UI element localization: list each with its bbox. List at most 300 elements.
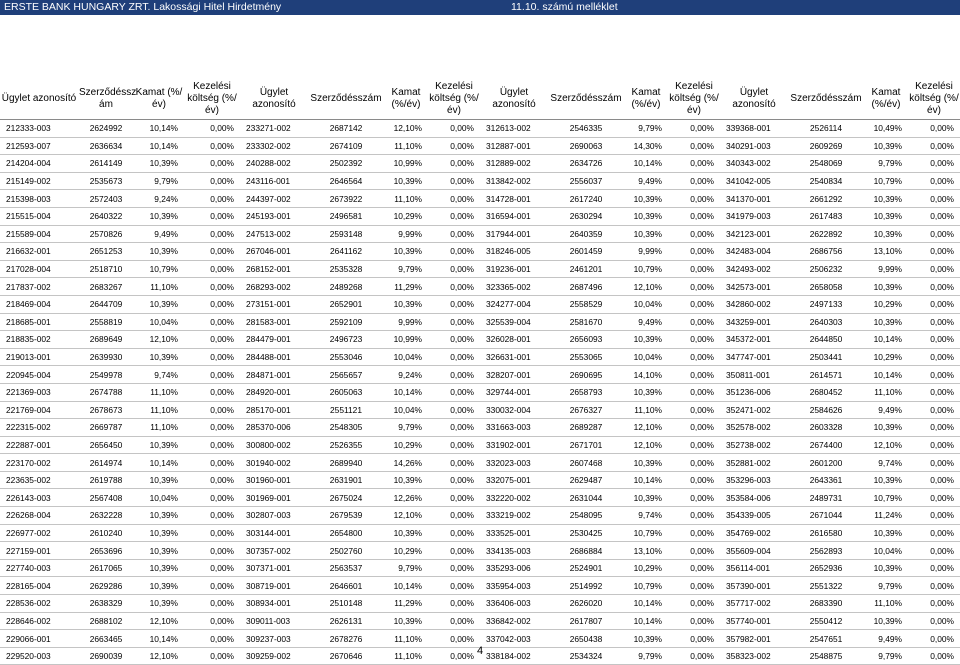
rate-table bbox=[480, 79, 720, 665]
contract-number-cell: 2524901 bbox=[548, 559, 624, 577]
interest-rate-cell: 9,99% bbox=[384, 313, 428, 331]
transaction-id-cell: 354769-002 bbox=[720, 524, 788, 542]
interest-rate-cell: 10,39% bbox=[624, 383, 668, 401]
table-row bbox=[240, 542, 480, 560]
interest-rate-cell: 9,49% bbox=[624, 172, 668, 190]
interest-rate-cell: 9,24% bbox=[134, 190, 184, 208]
interest-rate-cell: 9,79% bbox=[864, 647, 908, 665]
transaction-id-cell: 215149-002 bbox=[0, 172, 78, 190]
contract-number-cell: 2614149 bbox=[78, 155, 134, 173]
interest-rate-cell: 10,29% bbox=[624, 559, 668, 577]
interest-rate-cell: 10,39% bbox=[134, 348, 184, 366]
table-row bbox=[240, 190, 480, 208]
table-row bbox=[480, 120, 720, 138]
contract-number-cell: 2551322 bbox=[788, 577, 864, 595]
table-row bbox=[0, 612, 240, 630]
interest-rate-cell: 10,14% bbox=[624, 612, 668, 630]
table-row bbox=[720, 454, 960, 472]
table-row bbox=[720, 489, 960, 507]
handling-fee-cell: 0,00% bbox=[184, 243, 240, 261]
table-row bbox=[240, 595, 480, 613]
handling-fee-cell: 0,00% bbox=[428, 190, 480, 208]
interest-rate-cell: 9,79% bbox=[384, 260, 428, 278]
table-row bbox=[240, 454, 480, 472]
transaction-id-cell: 332075-001 bbox=[480, 471, 548, 489]
interest-rate-cell: 12,10% bbox=[134, 612, 184, 630]
interest-rate-cell: 10,39% bbox=[134, 243, 184, 261]
table-row bbox=[240, 401, 480, 419]
handling-fee-cell: 0,00% bbox=[668, 331, 720, 349]
transaction-id-cell: 284488-001 bbox=[240, 348, 308, 366]
contract-number-cell: 2689940 bbox=[308, 454, 384, 472]
handling-fee-cell: 0,00% bbox=[184, 331, 240, 349]
document-header-bar bbox=[0, 0, 960, 15]
contract-number-cell: 2489731 bbox=[788, 489, 864, 507]
handling-fee-cell: 0,00% bbox=[668, 243, 720, 261]
table-row bbox=[480, 295, 720, 313]
table-row bbox=[480, 366, 720, 384]
table-row bbox=[240, 260, 480, 278]
header-cell: Kezelési költség (%/év) bbox=[184, 79, 240, 120]
table-row bbox=[0, 348, 240, 366]
handling-fee-cell: 0,00% bbox=[908, 559, 960, 577]
transaction-id-cell: 341979-003 bbox=[720, 207, 788, 225]
interest-rate-cell: 10,39% bbox=[134, 524, 184, 542]
interest-rate-cell: 10,99% bbox=[384, 331, 428, 349]
interest-rate-cell: 10,14% bbox=[624, 155, 668, 173]
interest-rate-cell: 10,14% bbox=[134, 137, 184, 155]
contract-number-cell: 2514992 bbox=[548, 577, 624, 595]
interest-rate-cell: 10,39% bbox=[864, 278, 908, 296]
table-header-row bbox=[240, 79, 480, 120]
table-row bbox=[240, 348, 480, 366]
contract-number-cell: 2496723 bbox=[308, 331, 384, 349]
transaction-id-cell: 217028-004 bbox=[0, 260, 78, 278]
contract-number-cell: 2690695 bbox=[548, 366, 624, 384]
interest-rate-cell: 10,39% bbox=[134, 295, 184, 313]
header-cell: Kezelési költség (%/év) bbox=[908, 79, 960, 120]
contract-number-cell: 2535328 bbox=[308, 260, 384, 278]
table-group-2 bbox=[240, 79, 480, 665]
table-row bbox=[480, 419, 720, 437]
handling-fee-cell: 0,00% bbox=[668, 436, 720, 454]
table-row bbox=[0, 278, 240, 296]
transaction-id-cell: 330032-004 bbox=[480, 401, 548, 419]
handling-fee-cell: 0,00% bbox=[428, 419, 480, 437]
contract-number-cell: 2686884 bbox=[548, 542, 624, 560]
transaction-id-cell: 342123-001 bbox=[720, 225, 788, 243]
table-row bbox=[0, 454, 240, 472]
transaction-id-cell: 313842-002 bbox=[480, 172, 548, 190]
contract-number-cell: 2673922 bbox=[308, 190, 384, 208]
contract-number-cell: 2535673 bbox=[78, 172, 134, 190]
handling-fee-cell: 0,00% bbox=[184, 454, 240, 472]
interest-rate-cell: 10,39% bbox=[864, 190, 908, 208]
interest-rate-cell: 10,14% bbox=[864, 331, 908, 349]
table-row bbox=[480, 489, 720, 507]
table-body bbox=[480, 120, 720, 665]
interest-rate-cell: 9,74% bbox=[864, 454, 908, 472]
transaction-id-cell: 226143-003 bbox=[0, 489, 78, 507]
interest-rate-cell: 10,29% bbox=[384, 436, 428, 454]
rate-table bbox=[720, 79, 960, 665]
transaction-id-cell: 325539-004 bbox=[480, 313, 548, 331]
contract-number-cell: 2603328 bbox=[788, 419, 864, 437]
handling-fee-cell: 0,00% bbox=[184, 348, 240, 366]
transaction-id-cell: 331902-001 bbox=[480, 436, 548, 454]
handling-fee-cell: 0,00% bbox=[428, 260, 480, 278]
handling-fee-cell: 0,00% bbox=[668, 225, 720, 243]
transaction-id-cell: 324277-004 bbox=[480, 295, 548, 313]
handling-fee-cell: 0,00% bbox=[184, 295, 240, 313]
interest-rate-cell: 11,10% bbox=[384, 630, 428, 648]
transaction-id-cell: 337042-003 bbox=[480, 630, 548, 648]
contract-number-cell: 2661292 bbox=[788, 190, 864, 208]
table-row bbox=[720, 278, 960, 296]
transaction-id-cell: 336842-002 bbox=[480, 612, 548, 630]
table-row bbox=[240, 419, 480, 437]
handling-fee-cell: 0,00% bbox=[428, 295, 480, 313]
table-row bbox=[240, 524, 480, 542]
interest-rate-cell: 11,10% bbox=[384, 190, 428, 208]
contract-number-cell: 2616580 bbox=[788, 524, 864, 542]
handling-fee-cell: 0,00% bbox=[184, 577, 240, 595]
transaction-id-cell: 285170-001 bbox=[240, 401, 308, 419]
handling-fee-cell: 0,00% bbox=[184, 630, 240, 648]
interest-rate-cell: 10,04% bbox=[134, 489, 184, 507]
handling-fee-cell: 0,00% bbox=[428, 278, 480, 296]
contract-number-cell: 2671044 bbox=[788, 507, 864, 525]
contract-number-cell: 2663465 bbox=[78, 630, 134, 648]
table-row bbox=[720, 190, 960, 208]
table-row bbox=[480, 331, 720, 349]
handling-fee-cell: 0,00% bbox=[908, 524, 960, 542]
contract-number-cell: 2640303 bbox=[788, 313, 864, 331]
table-row bbox=[720, 436, 960, 454]
contract-number-cell: 2641162 bbox=[308, 243, 384, 261]
transaction-id-cell: 309237-003 bbox=[240, 630, 308, 648]
contract-number-cell: 2626020 bbox=[548, 595, 624, 613]
table-row bbox=[240, 207, 480, 225]
transaction-id-cell: 214204-004 bbox=[0, 155, 78, 173]
contract-number-cell: 2674788 bbox=[78, 383, 134, 401]
table-row bbox=[480, 155, 720, 173]
contract-number-cell: 2563537 bbox=[308, 559, 384, 577]
contract-number-cell: 2644709 bbox=[78, 295, 134, 313]
contract-number-cell: 2489268 bbox=[308, 278, 384, 296]
interest-rate-cell: 9,24% bbox=[384, 366, 428, 384]
contract-number-cell: 2629286 bbox=[78, 577, 134, 595]
table-group-3 bbox=[480, 79, 720, 665]
interest-rate-cell: 10,04% bbox=[384, 401, 428, 419]
interest-rate-cell: 10,14% bbox=[134, 630, 184, 648]
contract-number-cell: 2548305 bbox=[308, 419, 384, 437]
handling-fee-cell: 0,00% bbox=[428, 225, 480, 243]
contract-number-cell: 2562893 bbox=[788, 542, 864, 560]
table-row bbox=[480, 137, 720, 155]
handling-fee-cell: 0,00% bbox=[668, 559, 720, 577]
transaction-id-cell: 352578-002 bbox=[720, 419, 788, 437]
contract-number-cell: 2461201 bbox=[548, 260, 624, 278]
handling-fee-cell: 0,00% bbox=[184, 137, 240, 155]
handling-fee-cell: 0,00% bbox=[428, 137, 480, 155]
contract-number-cell: 2640322 bbox=[78, 207, 134, 225]
handling-fee-cell: 0,00% bbox=[668, 348, 720, 366]
interest-rate-cell: 11,10% bbox=[384, 647, 428, 665]
contract-number-cell: 2617065 bbox=[78, 559, 134, 577]
contract-number-cell: 2572403 bbox=[78, 190, 134, 208]
contract-number-cell: 2548069 bbox=[788, 155, 864, 173]
contract-number-cell: 2626131 bbox=[308, 612, 384, 630]
handling-fee-cell: 0,00% bbox=[428, 612, 480, 630]
table-row bbox=[0, 207, 240, 225]
contract-number-cell: 2551121 bbox=[308, 401, 384, 419]
transaction-id-cell: 233302-002 bbox=[240, 137, 308, 155]
table-row bbox=[0, 542, 240, 560]
contract-number-cell: 2601200 bbox=[788, 454, 864, 472]
contract-number-cell: 2617240 bbox=[548, 190, 624, 208]
header-cell: Kamat (%/év) bbox=[134, 79, 184, 120]
transaction-id-cell: 303144-001 bbox=[240, 524, 308, 542]
table-row bbox=[720, 348, 960, 366]
handling-fee-cell: 0,00% bbox=[184, 471, 240, 489]
transaction-id-cell: 333525-001 bbox=[480, 524, 548, 542]
transaction-id-cell: 357717-002 bbox=[720, 595, 788, 613]
transaction-id-cell: 221769-004 bbox=[0, 401, 78, 419]
interest-rate-cell: 10,39% bbox=[134, 542, 184, 560]
handling-fee-cell: 0,00% bbox=[908, 647, 960, 665]
header-cell: Szerződéssz ám bbox=[78, 79, 134, 120]
contract-number-cell: 2497133 bbox=[788, 295, 864, 313]
interest-rate-cell: 10,39% bbox=[134, 507, 184, 525]
handling-fee-cell: 0,00% bbox=[908, 207, 960, 225]
table-row bbox=[480, 524, 720, 542]
contract-number-cell: 2548875 bbox=[788, 647, 864, 665]
interest-rate-cell: 10,39% bbox=[624, 454, 668, 472]
contract-number-cell: 2534324 bbox=[548, 647, 624, 665]
handling-fee-cell: 0,00% bbox=[908, 401, 960, 419]
transaction-id-cell: 226268-004 bbox=[0, 507, 78, 525]
handling-fee-cell: 0,00% bbox=[428, 454, 480, 472]
interest-rate-cell: 10,39% bbox=[384, 172, 428, 190]
handling-fee-cell: 0,00% bbox=[668, 595, 720, 613]
transaction-id-cell: 215515-004 bbox=[0, 207, 78, 225]
interest-rate-cell: 11,10% bbox=[384, 137, 428, 155]
transaction-id-cell: 309259-002 bbox=[240, 647, 308, 665]
interest-rate-cell: 11,10% bbox=[864, 383, 908, 401]
table-row bbox=[0, 313, 240, 331]
interest-rate-cell: 11,10% bbox=[134, 383, 184, 401]
handling-fee-cell: 0,00% bbox=[184, 401, 240, 419]
table-row bbox=[480, 436, 720, 454]
table-row bbox=[240, 278, 480, 296]
handling-fee-cell: 0,00% bbox=[908, 260, 960, 278]
interest-rate-cell: 10,04% bbox=[864, 542, 908, 560]
handling-fee-cell: 0,00% bbox=[908, 243, 960, 261]
transaction-id-cell: 355609-004 bbox=[720, 542, 788, 560]
handling-fee-cell: 0,00% bbox=[428, 542, 480, 560]
interest-rate-cell: 10,79% bbox=[624, 260, 668, 278]
transaction-id-cell: 356114-001 bbox=[720, 559, 788, 577]
transaction-id-cell: 284920-001 bbox=[240, 383, 308, 401]
interest-rate-cell: 9,99% bbox=[624, 243, 668, 261]
contract-number-cell: 2646564 bbox=[308, 172, 384, 190]
handling-fee-cell: 0,00% bbox=[908, 137, 960, 155]
contract-number-cell: 2622892 bbox=[788, 225, 864, 243]
table-row bbox=[240, 577, 480, 595]
transaction-id-cell: 333219-002 bbox=[480, 507, 548, 525]
contract-number-cell: 2658793 bbox=[548, 383, 624, 401]
table-row bbox=[480, 595, 720, 613]
interest-rate-cell: 10,04% bbox=[134, 313, 184, 331]
interest-rate-cell: 10,14% bbox=[134, 454, 184, 472]
handling-fee-cell: 0,00% bbox=[668, 507, 720, 525]
contract-number-cell: 2584626 bbox=[788, 401, 864, 419]
table-row bbox=[0, 120, 240, 138]
handling-fee-cell: 0,00% bbox=[668, 295, 720, 313]
header-cell: Kamat (%/év) bbox=[624, 79, 668, 120]
table-row bbox=[240, 331, 480, 349]
transaction-id-cell: 334135-003 bbox=[480, 542, 548, 560]
transaction-id-cell: 218685-001 bbox=[0, 313, 78, 331]
contract-number-cell: 2671701 bbox=[548, 436, 624, 454]
interest-rate-cell: 10,99% bbox=[384, 155, 428, 173]
interest-rate-cell: 10,14% bbox=[624, 595, 668, 613]
transaction-id-cell: 352881-002 bbox=[720, 454, 788, 472]
header-cell: Kamat (%/év) bbox=[384, 79, 428, 120]
interest-rate-cell: 10,39% bbox=[134, 577, 184, 595]
transaction-id-cell: 301960-001 bbox=[240, 471, 308, 489]
transaction-id-cell: 357740-001 bbox=[720, 612, 788, 630]
table-row bbox=[720, 612, 960, 630]
table-row bbox=[480, 454, 720, 472]
table-row bbox=[0, 595, 240, 613]
transaction-id-cell: 308934-001 bbox=[240, 595, 308, 613]
interest-rate-cell: 10,49% bbox=[864, 120, 908, 138]
transaction-id-cell: 281583-001 bbox=[240, 313, 308, 331]
header-cell: Szerződésszám bbox=[308, 79, 384, 120]
interest-rate-cell: 10,39% bbox=[864, 313, 908, 331]
interest-rate-cell: 14,26% bbox=[384, 454, 428, 472]
contract-number-cell: 2610240 bbox=[78, 524, 134, 542]
interest-rate-cell: 10,29% bbox=[384, 207, 428, 225]
handling-fee-cell: 0,00% bbox=[184, 313, 240, 331]
transaction-id-cell: 345372-001 bbox=[720, 331, 788, 349]
handling-fee-cell: 0,00% bbox=[908, 383, 960, 401]
interest-rate-cell: 10,39% bbox=[624, 190, 668, 208]
interest-rate-cell: 9,74% bbox=[624, 507, 668, 525]
handling-fee-cell: 0,00% bbox=[428, 383, 480, 401]
interest-rate-cell: 10,39% bbox=[864, 471, 908, 489]
interest-rate-cell: 10,39% bbox=[864, 612, 908, 630]
handling-fee-cell: 0,00% bbox=[428, 366, 480, 384]
contract-number-cell: 2651253 bbox=[78, 243, 134, 261]
transaction-id-cell: 309011-003 bbox=[240, 612, 308, 630]
transaction-id-cell: 342573-001 bbox=[720, 278, 788, 296]
contract-number-cell: 2581670 bbox=[548, 313, 624, 331]
handling-fee-cell: 0,00% bbox=[184, 436, 240, 454]
transaction-id-cell: 332220-002 bbox=[480, 489, 548, 507]
transaction-id-cell: 340291-003 bbox=[720, 137, 788, 155]
transaction-id-cell: 312887-001 bbox=[480, 137, 548, 155]
table-row bbox=[240, 172, 480, 190]
transaction-id-cell: 215589-004 bbox=[0, 225, 78, 243]
page-number: 4 bbox=[476, 645, 484, 657]
handling-fee-cell: 0,00% bbox=[184, 225, 240, 243]
handling-fee-cell: 0,00% bbox=[668, 577, 720, 595]
table-group-4 bbox=[720, 79, 960, 665]
interest-rate-cell: 10,39% bbox=[624, 225, 668, 243]
transaction-id-cell: 347747-001 bbox=[720, 348, 788, 366]
handling-fee-cell: 0,00% bbox=[184, 612, 240, 630]
handling-fee-cell: 0,00% bbox=[908, 120, 960, 138]
transaction-id-cell: 220945-004 bbox=[0, 366, 78, 384]
table-row bbox=[720, 207, 960, 225]
handling-fee-cell: 0,00% bbox=[184, 260, 240, 278]
handling-fee-cell: 0,00% bbox=[184, 507, 240, 525]
contract-number-cell: 2592109 bbox=[308, 313, 384, 331]
handling-fee-cell: 0,00% bbox=[668, 612, 720, 630]
handling-fee-cell: 0,00% bbox=[428, 595, 480, 613]
rate-table bbox=[240, 79, 480, 665]
table-row bbox=[480, 401, 720, 419]
header-cell: Kezelési költség (%/év) bbox=[428, 79, 480, 120]
contract-number-cell: 2565657 bbox=[308, 366, 384, 384]
transaction-id-cell: 336406-003 bbox=[480, 595, 548, 613]
handling-fee-cell: 0,00% bbox=[908, 331, 960, 349]
table-row bbox=[0, 489, 240, 507]
table-row bbox=[240, 366, 480, 384]
interest-rate-cell: 12,10% bbox=[384, 507, 428, 525]
transaction-id-cell: 273151-001 bbox=[240, 295, 308, 313]
transaction-id-cell: 222315-002 bbox=[0, 419, 78, 437]
interest-rate-cell: 10,39% bbox=[134, 436, 184, 454]
contract-number-cell: 2550412 bbox=[788, 612, 864, 630]
table-row bbox=[240, 489, 480, 507]
table-row bbox=[480, 577, 720, 595]
transaction-id-cell: 329744-001 bbox=[480, 383, 548, 401]
interest-rate-cell: 11,29% bbox=[384, 278, 428, 296]
handling-fee-cell: 0,00% bbox=[428, 401, 480, 419]
transaction-id-cell: 307357-002 bbox=[240, 542, 308, 560]
transaction-id-cell: 316594-001 bbox=[480, 207, 548, 225]
handling-fee-cell: 0,00% bbox=[428, 559, 480, 577]
table-row bbox=[720, 331, 960, 349]
table-row bbox=[720, 401, 960, 419]
contract-number-cell: 2652936 bbox=[788, 559, 864, 577]
interest-rate-cell: 10,14% bbox=[384, 577, 428, 595]
interest-rate-cell: 11,29% bbox=[384, 595, 428, 613]
handling-fee-cell: 0,00% bbox=[184, 190, 240, 208]
handling-fee-cell: 0,00% bbox=[908, 225, 960, 243]
handling-fee-cell: 0,00% bbox=[428, 172, 480, 190]
table-header-row bbox=[0, 79, 240, 120]
handling-fee-cell: 0,00% bbox=[184, 207, 240, 225]
table-row bbox=[720, 524, 960, 542]
transaction-id-cell: 326631-001 bbox=[480, 348, 548, 366]
contract-number-cell: 2675024 bbox=[308, 489, 384, 507]
interest-rate-cell: 11,10% bbox=[134, 278, 184, 296]
interest-rate-cell: 9,49% bbox=[624, 313, 668, 331]
handling-fee-cell: 0,00% bbox=[908, 454, 960, 472]
contract-number-cell: 2617807 bbox=[548, 612, 624, 630]
handling-fee-cell: 0,00% bbox=[668, 190, 720, 208]
handling-fee-cell: 0,00% bbox=[908, 366, 960, 384]
handling-fee-cell: 0,00% bbox=[184, 155, 240, 173]
table-row bbox=[0, 172, 240, 190]
transaction-id-cell: 331663-003 bbox=[480, 419, 548, 437]
transaction-id-cell: 342483-004 bbox=[720, 243, 788, 261]
